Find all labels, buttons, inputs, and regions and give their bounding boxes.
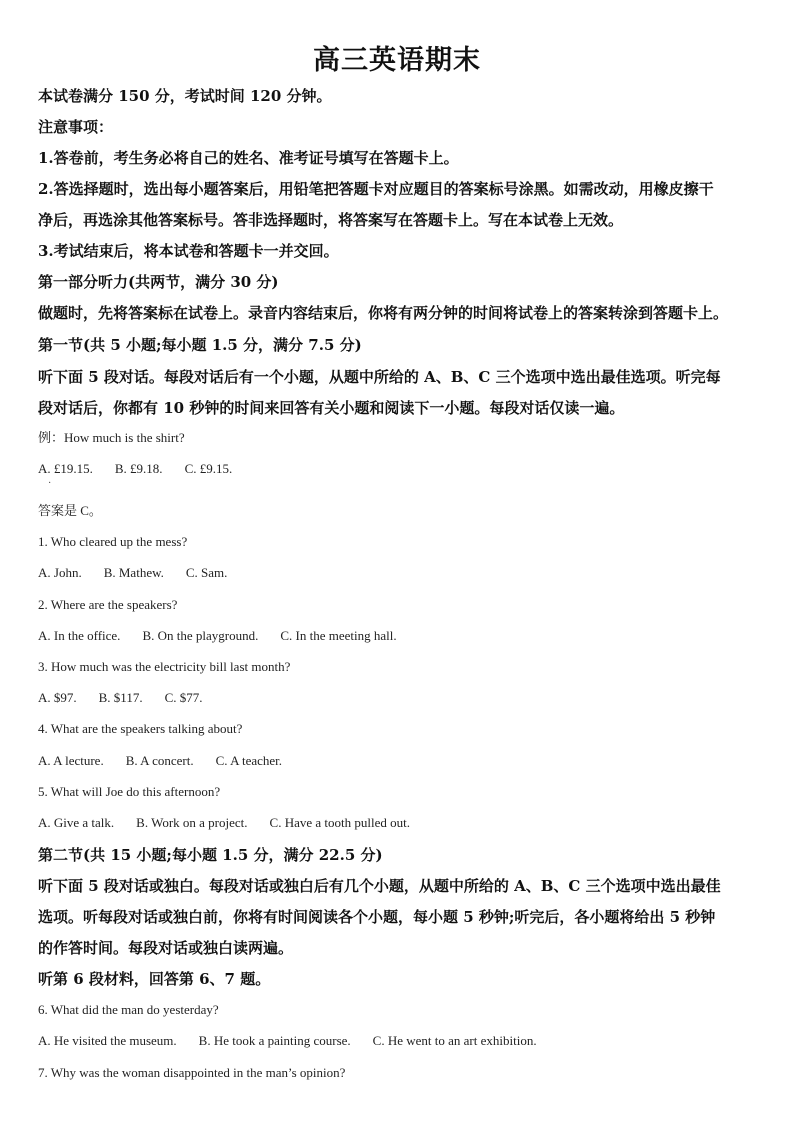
page-title: 高三英语期末 xyxy=(313,45,481,76)
option: B. He took a painting course. xyxy=(198,1033,351,1048)
section1-heading: 第一节(共 5 小题;每小题 1.5 分，满分 7.5 分) xyxy=(38,336,362,354)
option: A. $97. xyxy=(38,690,77,705)
option: C. Have a tooth pulled out. xyxy=(269,815,410,830)
section2-heading: 第二节(共 15 小题;每小题 1.5 分，满分 22.5 分) xyxy=(38,846,383,864)
option: C. He went to an art exhibition. xyxy=(372,1033,537,1048)
question-3: 3. How much was the electricity bill last month? xyxy=(38,659,291,674)
option: A. A lecture. xyxy=(38,753,104,768)
note-2-line-2: 净后，再选涂其他答案标号。答非选择题时，将答案写在答题卡上。写在本试卷上无效。 xyxy=(38,211,624,229)
question-4: 4. What are the speakers talking about? xyxy=(38,721,243,736)
note-2-line-1: 2.答选择题时，选出每小题答案后，用铅笔把答题卡对应题目的答案标号涂黑。如需改动，用橡皮擦干 xyxy=(38,180,714,198)
option: B. On the playground. xyxy=(142,628,259,643)
option: B. Work on a project. xyxy=(136,815,248,830)
section2-instruction-line-1: 听下面 5 段对话或独白。每段对话或独白后有几个小题，从题中所给的 A、B、C 三个选项中选出最佳 xyxy=(38,877,721,895)
part1-instruction: 做题时，先将答案标在试卷上。录音内容结束后，你将有两分钟的时间将试卷上的答案转涂到答题卡上。 xyxy=(38,304,729,322)
question-1-options xyxy=(38,564,760,582)
section2-instruction-line-3: 的作答时间。每段对话或独白读两遍。 xyxy=(38,939,294,957)
option: A. £19.15. xyxy=(38,461,93,476)
example-options xyxy=(38,460,760,478)
note-3: 3.考试结束后，将本试卷和答题卡一并交回。 xyxy=(38,242,339,260)
question-5-options xyxy=(38,814,760,832)
option: B. £9.18. xyxy=(114,461,163,476)
example-answer: 答案是 C。 xyxy=(38,503,102,518)
stray-dot: · xyxy=(48,478,52,489)
question-2-options xyxy=(38,627,760,645)
option: C. Sam. xyxy=(185,565,228,580)
part1-heading: 第一部分听力(共两节，满分 30 分) xyxy=(38,273,279,291)
option: C. In the meeting hall. xyxy=(280,628,397,643)
option: A. In the office. xyxy=(38,628,121,643)
question-5: 5. What will Joe do this afternoon? xyxy=(38,784,221,799)
option: C. $77. xyxy=(164,690,203,705)
option: B. $117. xyxy=(98,690,143,705)
option: A. He visited the museum. xyxy=(38,1033,177,1048)
note-1: 1.答卷前，考生务必将自己的姓名、准考证号填写在答题卡上。 xyxy=(38,149,459,167)
option: B. A concert. xyxy=(125,753,194,768)
section2-instruction-line-2: 选项。听每段对话或独白前，你将有时间阅读各个小题，每小题 5 秒钟;听完后，各小题将给出 5 秒钟 xyxy=(38,908,716,926)
question-2: 2. Where are the speakers? xyxy=(38,597,178,612)
section1-instruction-line-1: 听下面 5 段对话。每段对话后有一个小题，从题中所给的 A、B、C 三个选项中选出最佳选项。听完每 xyxy=(38,368,721,386)
option: C. A teacher. xyxy=(215,753,283,768)
question-6-options xyxy=(38,1032,760,1050)
notes-heading: 注意事项： xyxy=(38,118,114,136)
option: C. £9.15. xyxy=(184,461,233,476)
section1-instruction-line-2: 段对话后，你都有 10 秒钟的时间来回答有关小题和阅读下一小题。每段对话仅读一遍。 xyxy=(38,399,625,417)
option: A. Give a talk. xyxy=(38,815,115,830)
question-6: 6. What did the man do yesterday? xyxy=(38,1002,219,1017)
material-6-heading: 听第 6 段材料，回答第 6、7 题。 xyxy=(38,970,271,988)
option: A. John. xyxy=(38,565,82,580)
score-line: 本试卷满分 150 分，考试时间 120 分钟。 xyxy=(38,87,332,105)
question-4-options xyxy=(38,752,760,770)
option: B. Mathew. xyxy=(103,565,164,580)
question-7: 7. Why was the woman disappointed in the man’s opinion? xyxy=(38,1065,346,1080)
example-question: 例：How much is the shirt? xyxy=(38,430,185,445)
question-1: 1. Who cleared up the mess? xyxy=(38,534,188,549)
question-3-options xyxy=(38,689,760,707)
